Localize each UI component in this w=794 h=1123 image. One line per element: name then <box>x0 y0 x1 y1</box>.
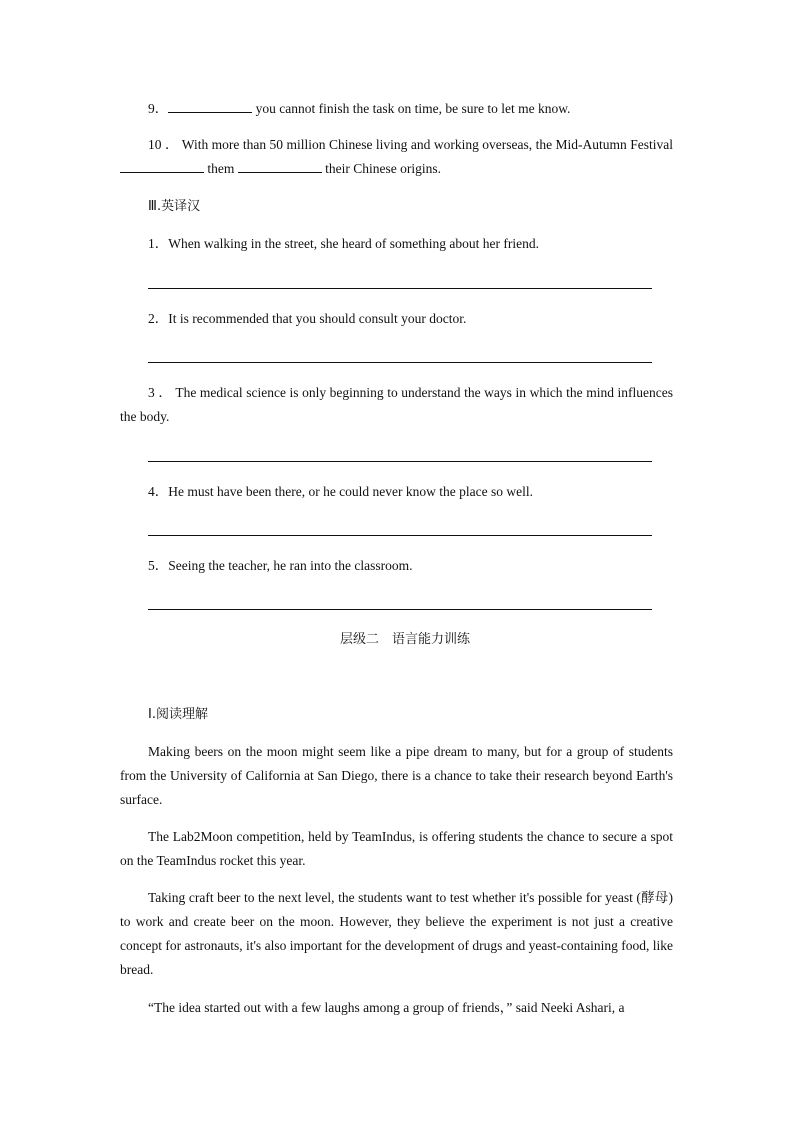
question-10-text-1: With more than 50 million Chinese living and working overseas, the Mid-Autumn Festival <box>178 137 673 152</box>
translation-number: 4． <box>148 484 169 499</box>
translation-item-4 <box>148 483 533 501</box>
question-10 <box>120 133 673 181</box>
question-9-text: you cannot finish the task on time, be sure to let me know. <box>252 101 571 116</box>
reading-paragraph-2: The Lab2Moon competition, held by TeamIndus, is offering students the chance to secure a spot on the TeamIndus rocket this year. <box>120 829 673 868</box>
question-10-text-3: their Chinese origins. <box>321 161 441 176</box>
level-heading: 层级二 语言能力训练 <box>340 632 471 647</box>
translation-number: 2． <box>148 311 169 326</box>
reading-paragraph-1: Making beers on the moon might seem like a pipe dream to many, but for a group of students from the University of California at San Diego, there is a chance to take their research beyond Earth's surface. <box>120 744 673 807</box>
answer-line <box>148 609 652 610</box>
answer-blank <box>168 99 252 113</box>
answer-line <box>148 362 652 363</box>
answer-line <box>148 535 652 536</box>
translation-item-1 <box>148 235 539 253</box>
answer-line <box>148 461 652 462</box>
translation-sentence: The medical science is only beginning to understand the ways in which the mind influences the body. <box>120 385 673 424</box>
question-10-text-2: them <box>204 161 238 176</box>
section-heading: Ⅲ.英译汉 <box>148 199 201 214</box>
question-9 <box>148 99 570 118</box>
translation-item-2 <box>148 310 466 328</box>
translation-item-5 <box>148 557 413 575</box>
answer-line <box>148 288 652 289</box>
reading-heading: Ⅰ.阅读理解 <box>148 707 208 722</box>
question-9-number: 9． <box>148 101 169 116</box>
translation-sentence: When walking in the street, she heard of something about her friend. <box>168 236 540 251</box>
reading-paragraph-4: “The idea started out with a few laughs among a group of friends，” said Neeki Ashari, a <box>148 1000 625 1015</box>
question-10-number: 10 ． <box>148 137 179 152</box>
translation-number: 5． <box>148 558 169 573</box>
translation-number: 1． <box>148 236 169 251</box>
translation-item-3 <box>120 381 673 429</box>
translation-number: 3 ． <box>148 385 173 400</box>
answer-blank <box>238 159 322 173</box>
translation-sentence: Seeing the teacher, he ran into the classroom. <box>168 558 413 573</box>
translation-sentence: He must have been there, or he could never know the place so well. <box>168 484 533 499</box>
reading-paragraph-3: Taking craft beer to the next level, the students want to test whether it's possible for yeast (酵母) to work and create beer on the moon. However, they believe the experiment is not just a creative concept for astronauts, it's also important for the development of drugs and yeast-containing food, like bread. <box>120 890 673 977</box>
answer-blank <box>120 159 204 173</box>
translation-sentence: It is recommended that you should consult your doctor. <box>168 311 467 326</box>
